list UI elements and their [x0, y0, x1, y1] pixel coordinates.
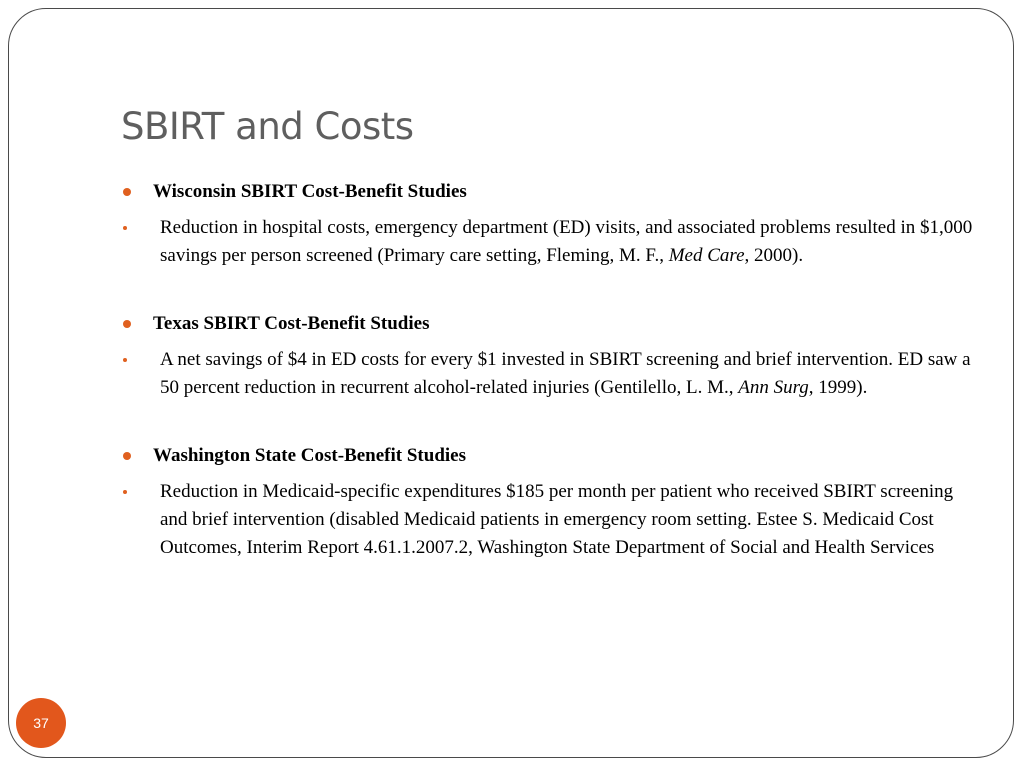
body-text-end: , 2000).	[744, 245, 804, 266]
body-text: Reduction in Medicaid-specific expenditures $185 per month per patient who received SBIRT screening and brief intervention (disabled Medicaid patients in emergency room setting. Estee S. Medicaid Cost Outcomes, Interim Report 4.61.1.2007.2, Washington State Department of Social and Health Services	[160, 481, 954, 558]
slide-frame	[8, 8, 1014, 758]
section-heading	[122, 442, 977, 469]
body-text: Reduction in hospital costs, emergency department (ED) visits, and associated problems resulted in $1,000 savings per person screened (Primary care setting, Fleming, M. F.,	[160, 217, 973, 266]
section-washington	[122, 442, 977, 562]
section-heading	[122, 178, 977, 205]
section-heading-text: Wisconsin SBIRT Cost-Benefit Studies	[153, 181, 467, 202]
small-bullet-icon	[123, 490, 127, 494]
journal-name: Ann Surg	[738, 377, 809, 398]
page-number: 37	[33, 715, 49, 731]
round-bullet-icon	[123, 452, 131, 460]
body-text: A net savings of $4 in ED costs for every $1 invested in SBIRT screening and brief intervention. ED saw a 50 percent reduction in recurrent alcohol-related injuries (Gentilello, L. M.,	[160, 349, 971, 398]
round-bullet-icon	[123, 320, 131, 328]
section-heading-text: Texas SBIRT Cost-Benefit Studies	[153, 313, 430, 334]
section-heading-text: Washington State Cost-Benefit Studies	[153, 445, 466, 466]
section-body	[122, 346, 977, 402]
section-body	[122, 214, 977, 270]
page-number-badge	[16, 698, 66, 748]
section-heading	[122, 310, 977, 337]
section-body	[122, 478, 977, 562]
small-bullet-icon	[123, 226, 127, 230]
journal-name: Med Care	[668, 245, 745, 266]
small-bullet-icon	[123, 358, 127, 362]
round-bullet-icon	[123, 188, 131, 196]
slide-title: SBIRT and Costs	[121, 105, 414, 148]
body-text-end: , 1999).	[808, 377, 868, 398]
slide-content	[122, 178, 977, 562]
section-wisconsin	[122, 178, 977, 270]
section-texas	[122, 310, 977, 402]
